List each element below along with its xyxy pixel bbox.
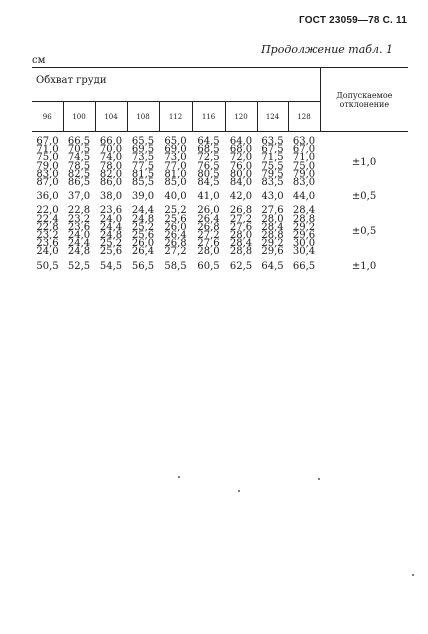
column-cell	[63, 193, 95, 201]
table-cell: 38,0	[99, 191, 123, 203]
column-cell	[63, 207, 95, 256]
column-cell	[225, 260, 257, 272]
table-cell: 26,0	[131, 238, 155, 250]
table-cell: 37,0	[67, 191, 91, 203]
table-cell: 69,0	[164, 144, 187, 156]
column-cell	[95, 193, 127, 201]
column-cell	[257, 260, 288, 272]
table-cell: 24,0	[36, 246, 59, 258]
table-cell: 60,5	[197, 260, 220, 272]
column-cell	[95, 132, 127, 188]
table-cell: 29,2	[261, 238, 284, 250]
table-cell: 22,8	[36, 221, 59, 233]
table-cell: 22,4	[36, 213, 59, 225]
table-cell: 25,6	[99, 246, 123, 258]
table-cell: 27,6	[229, 221, 253, 233]
column-cell	[257, 207, 288, 256]
column-cell	[192, 132, 225, 188]
table-cell: 73,5	[131, 152, 155, 164]
table-cell: 74,0	[99, 152, 123, 164]
column-cell	[95, 260, 127, 272]
tolerance-value: ±1,0	[351, 260, 377, 272]
table-cell: 63,5	[261, 136, 284, 147]
table-cell: 39,0	[131, 191, 155, 203]
size-column-header: 112	[159, 102, 192, 132]
table-cell: 71,0	[292, 152, 316, 164]
table-cell: 27,2	[229, 213, 253, 225]
size-column-header: 128	[288, 102, 320, 132]
table-cell: 80,5	[197, 168, 220, 180]
table-cell: 23,6	[99, 205, 123, 217]
column-cell	[32, 207, 63, 256]
table-cell: 56,5	[131, 260, 155, 272]
column-cell	[159, 132, 192, 188]
table-cell: 70,0	[99, 144, 123, 156]
table-cell: 74,5	[67, 152, 91, 164]
table-cell: 58,5	[164, 260, 187, 272]
table-cell: 25,2	[99, 238, 123, 250]
table-cell: 82,0	[99, 168, 123, 180]
table-cell: 27,6	[261, 205, 284, 217]
table-cell: 78,0	[99, 160, 123, 172]
size-column-header: 124	[257, 102, 288, 132]
table-cell: 28,8	[261, 230, 284, 242]
table-cell: 83,0	[36, 168, 59, 180]
size-column-header: 120	[225, 102, 257, 132]
table-cell: 27,2	[164, 246, 187, 258]
table-row-group	[32, 132, 408, 188]
table-cell: 24,4	[67, 238, 91, 250]
table-cell: 65,0	[164, 136, 187, 147]
table-cell: 28,8	[229, 246, 253, 258]
table-body	[32, 132, 408, 271]
table-cell: 27,2	[197, 230, 220, 242]
table-cell: 52,5	[67, 260, 91, 272]
table-cell: 26,8	[229, 205, 253, 217]
table-cell: 29,2	[292, 221, 316, 233]
tolerance-value: ±1,0	[351, 156, 377, 168]
table-cell: 44,0	[292, 191, 316, 203]
scan-speck	[412, 574, 414, 576]
table-cell: 28,0	[229, 230, 253, 242]
table-cell: 75,0	[292, 160, 316, 172]
table-cell: 68,5	[197, 144, 220, 156]
tolerance-value: ±0,5	[351, 225, 377, 237]
table-cell: 83,5	[261, 177, 284, 189]
table-cell: 43,0	[261, 191, 284, 203]
unit-label: см	[32, 55, 46, 66]
measurement-table	[32, 67, 408, 271]
table-cell: 65,5	[131, 136, 155, 147]
column-cell	[192, 193, 225, 201]
table-cell: 86,0	[99, 177, 123, 189]
table-cell: 72,0	[229, 152, 253, 164]
table-cell: 79,5	[261, 168, 284, 180]
tolerance-header: Допускаемое отклонение	[320, 68, 408, 132]
table-cell: 24,0	[99, 213, 123, 225]
table-cell: 67,0	[36, 136, 59, 147]
column-cell	[127, 132, 159, 188]
table-cell: 79,0	[292, 168, 316, 180]
table-row-group	[32, 193, 408, 201]
column-cell	[257, 193, 288, 201]
table-cell: 66,5	[292, 260, 316, 272]
column-cell	[63, 132, 95, 188]
table-cell: 83,0	[292, 177, 316, 189]
column-cell	[32, 193, 63, 201]
table-cell: 71,5	[261, 152, 284, 164]
table-cell: 29,6	[292, 230, 316, 242]
scan-speck	[238, 490, 240, 492]
table-cell: 27,6	[197, 238, 220, 250]
table-cell: 29,6	[261, 246, 284, 258]
table-cell: 64,5	[197, 136, 220, 147]
column-cell	[63, 260, 95, 272]
table-cell: 26,8	[164, 238, 187, 250]
table-cell: 85,5	[131, 177, 155, 189]
column-cell	[127, 207, 159, 256]
column-cell	[32, 260, 63, 272]
table-cell: 84,0	[229, 177, 253, 189]
table-cell: 54,5	[99, 260, 123, 272]
table-row-group	[32, 207, 408, 256]
table-cell: 28,8	[292, 213, 316, 225]
table-cell: 64,0	[229, 136, 253, 147]
column-cell	[127, 193, 159, 201]
table-cell: 66,5	[67, 136, 91, 147]
table-cell: 25,6	[164, 213, 187, 225]
table-cell: 23,6	[67, 221, 91, 233]
column-cell	[288, 193, 320, 201]
table-cell: 26,0	[197, 205, 220, 217]
table-cell: 68,0	[229, 144, 253, 156]
table-cell: 23,2	[67, 213, 91, 225]
table-cell: 40,0	[164, 191, 187, 203]
column-cell	[257, 132, 288, 188]
table-cell: 63,0	[292, 136, 316, 147]
table-cell: 22,0	[36, 205, 59, 217]
scan-speck	[318, 478, 320, 480]
column-cell	[95, 207, 127, 256]
table-cell: 62,5	[229, 260, 253, 272]
table-cell: 23,6	[36, 238, 59, 250]
column-cell	[159, 260, 192, 272]
table-cell: 77,5	[131, 160, 155, 172]
table-cell: 25,2	[131, 221, 155, 233]
column-cell	[225, 193, 257, 201]
chest-girth-header: Обхват груди	[32, 68, 320, 102]
table-row-group	[32, 263, 408, 271]
table-cell: 85,0	[164, 177, 187, 189]
table-cell: 26,8	[197, 221, 220, 233]
table-cell: 42,0	[229, 191, 253, 203]
table-cell: 67,5	[261, 144, 284, 156]
table-cell: 86,5	[67, 177, 91, 189]
table-cell: 30,4	[292, 246, 316, 258]
column-cell	[159, 207, 192, 256]
table-cell: 22,8	[67, 205, 91, 217]
table-cell: 79,0	[36, 160, 59, 172]
column-cell	[225, 207, 257, 256]
table-cell: 24,8	[67, 246, 91, 258]
table-cell: 67,0	[292, 144, 316, 156]
table-cell: 30,0	[292, 238, 316, 250]
scan-speck	[178, 476, 180, 478]
size-column-header: 108	[127, 102, 159, 132]
column-cell	[192, 260, 225, 272]
table-cell: 71,0	[36, 144, 59, 156]
table-cell: 64,5	[261, 260, 284, 272]
table-cell: 81,0	[164, 168, 187, 180]
table-cell: 24,4	[131, 205, 155, 217]
table-cell: 24,8	[99, 230, 123, 242]
table-continuation-label: Продолжение табл. 1	[261, 43, 393, 56]
table-cell: 76,0	[229, 160, 253, 172]
tolerance-value: ±0,5	[351, 191, 377, 203]
table-cell: 80,0	[229, 168, 253, 180]
table-cell: 50,5	[36, 260, 59, 272]
size-column-header: 104	[95, 102, 127, 132]
column-cell	[288, 207, 320, 256]
table-cell: 70,5	[67, 144, 91, 156]
table-cell: 25,6	[131, 230, 155, 242]
table-cell: 82,5	[67, 168, 91, 180]
table-cell: 26,4	[197, 213, 220, 225]
table-cell: 66,0	[99, 136, 123, 147]
table-cell: 23,2	[36, 230, 59, 242]
table-cell: 87,0	[36, 177, 59, 189]
table-cell: 84,5	[197, 177, 220, 189]
column-cell	[192, 207, 225, 256]
column-cell	[225, 132, 257, 188]
table-cell: 78,5	[67, 160, 91, 172]
page-header: ГОСТ 23059—78 С. 11	[298, 15, 407, 26]
table-cell: 28,4	[261, 221, 284, 233]
table-cell: 75,5	[261, 160, 284, 172]
table-cell: 41,0	[197, 191, 220, 203]
table-cell: 76,5	[197, 160, 220, 172]
table-cell: 73,0	[164, 152, 187, 164]
table-cell: 75,0	[36, 152, 59, 164]
table-cell: 24,8	[131, 213, 155, 225]
table-cell: 28,4	[292, 205, 316, 217]
column-cell	[159, 193, 192, 201]
table-cell: 24,0	[67, 230, 91, 242]
column-cell	[288, 260, 320, 272]
table-cell: 36,0	[36, 191, 59, 203]
table-cell: 69,5	[131, 144, 155, 156]
table-cell: 26,0	[164, 221, 187, 233]
column-cell	[32, 132, 63, 188]
table-cell: 26,4	[164, 230, 187, 242]
table-cell: 24,4	[99, 221, 123, 233]
table-cell: 25,2	[164, 205, 187, 217]
table-cell: 28,0	[261, 213, 284, 225]
table-cell: 28,0	[197, 246, 220, 258]
size-column-header: 96	[32, 102, 63, 132]
table-cell: 81,5	[131, 168, 155, 180]
column-cell	[288, 132, 320, 188]
size-column-header: 100	[63, 102, 95, 132]
column-cell	[127, 260, 159, 272]
size-column-header: 116	[192, 102, 225, 132]
table-cell: 28,4	[229, 238, 253, 250]
table-cell: 72,5	[197, 152, 220, 164]
table-cell: 26,4	[131, 246, 155, 258]
table-cell: 77,0	[164, 160, 187, 172]
